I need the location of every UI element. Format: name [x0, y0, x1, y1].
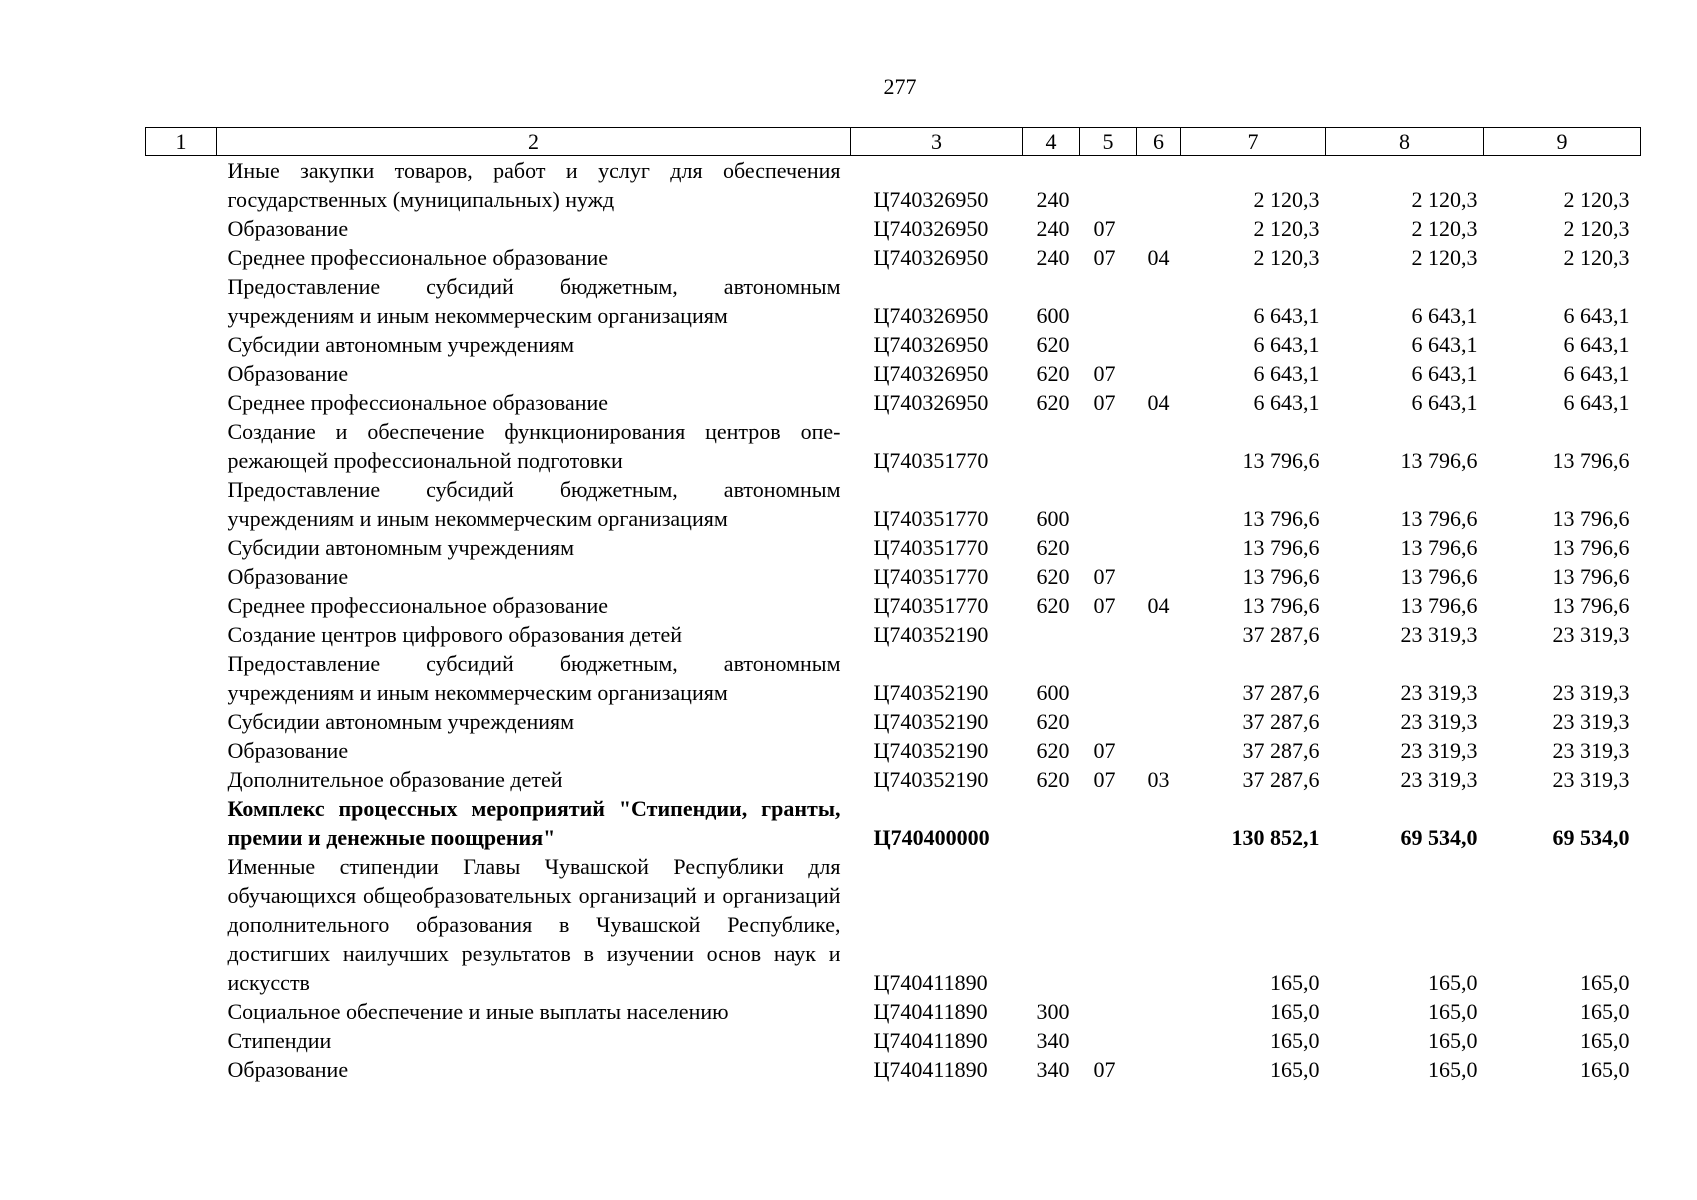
cell-section — [1080, 330, 1137, 359]
cell-target-code: Ц740411890 — [873, 999, 988, 1024]
cell-col-1 — [146, 388, 217, 417]
cell-amount-col-7: 37 287,6 — [1242, 680, 1320, 705]
cell-amount-col-9: 165,0 — [1580, 1028, 1630, 1053]
cell-col-1 — [146, 794, 217, 852]
cell-amount-col-7: 13 796,6 — [1242, 448, 1320, 473]
cell-amount-col-8: 165,0 — [1428, 999, 1478, 1024]
table-row — [146, 388, 1641, 417]
cell-target-code: Ц740351770 — [873, 535, 989, 560]
table-body — [146, 156, 1641, 1085]
cell-amount-col-9: 13 796,6 — [1552, 506, 1630, 531]
cell-subsection — [1137, 997, 1181, 1026]
cell-amount-col-9: 23 319,3 — [1552, 767, 1630, 792]
cell-amount-col-9: 165,0 — [1580, 970, 1630, 995]
cell-section — [1080, 475, 1137, 533]
cell-amount-col-8: 6 643,1 — [1411, 361, 1478, 386]
table-row — [146, 417, 1641, 475]
cell-amount-col-9: 2 120,3 — [1563, 245, 1630, 270]
cell-amount-col-7: 13 796,6 — [1242, 535, 1320, 560]
cell-section — [1080, 156, 1137, 215]
cell-section: 07 — [1093, 361, 1116, 386]
cell-expense-type: 620 — [1036, 564, 1070, 589]
cell-expense-type: 600 — [1036, 680, 1070, 705]
cell-col-1 — [146, 156, 217, 215]
cell-col-1 — [146, 475, 217, 533]
cell-amount-col-8: 23 319,3 — [1400, 738, 1478, 763]
cell-target-code: Ц740400000 — [873, 825, 990, 850]
cell-amount-col-8: 165,0 — [1428, 1028, 1478, 1053]
table-row — [146, 620, 1641, 649]
cell-target-code: Ц740411890 — [873, 970, 988, 995]
header-col-3: 3 — [851, 128, 1023, 156]
cell-expense-type — [1023, 852, 1080, 997]
cell-amount-col-8: 13 796,6 — [1400, 506, 1478, 531]
budget-table — [145, 127, 1641, 1084]
cell-col-1 — [146, 214, 217, 243]
cell-amount-col-9: 23 319,3 — [1552, 738, 1630, 763]
cell-section — [1080, 1026, 1137, 1055]
cell-section — [1080, 649, 1137, 707]
cell-target-code: Ц740326950 — [873, 245, 989, 270]
header-col-4: 4 — [1023, 128, 1080, 156]
cell-amount-col-9: 6 643,1 — [1563, 361, 1630, 386]
cell-target-code: Ц740326950 — [873, 216, 989, 241]
cell-subsection: 04 — [1147, 245, 1170, 270]
cell-col-1 — [146, 533, 217, 562]
table-row — [146, 156, 1641, 215]
cell-subsection — [1137, 475, 1181, 533]
cell-amount-col-7: 6 643,1 — [1253, 361, 1320, 386]
cell-expense-type — [1023, 620, 1080, 649]
cell-amount-col-7: 130 852,1 — [1231, 825, 1320, 850]
cell-subsection — [1137, 649, 1181, 707]
cell-subsection — [1137, 359, 1181, 388]
cell-amount-col-9: 23 319,3 — [1552, 622, 1630, 647]
cell-subsection — [1137, 272, 1181, 330]
cell-target-code: Ц740351770 — [873, 564, 989, 589]
cell-col-1 — [146, 1026, 217, 1055]
cell-col-1 — [146, 997, 217, 1026]
cell-section — [1080, 707, 1137, 736]
cell-col-1 — [146, 417, 217, 475]
cell-expense-type: 240 — [1036, 216, 1070, 241]
page-number: 277 — [883, 74, 917, 99]
cell-amount-col-9: 6 643,1 — [1563, 390, 1630, 415]
cell-amount-col-8: 6 643,1 — [1411, 303, 1478, 328]
cell-amount-col-8: 23 319,3 — [1400, 767, 1478, 792]
cell-target-code: Ц740326950 — [873, 390, 989, 415]
cell-amount-col-9: 69 534,0 — [1552, 825, 1630, 850]
cell-expense-type — [1023, 417, 1080, 475]
cell-section: 07 — [1093, 390, 1116, 415]
cell-name: Иные закупки товаров, работ и услуг для обеспечения государственных (муниципальных) нужд — [227, 158, 841, 212]
cell-amount-col-7: 13 796,6 — [1242, 593, 1320, 618]
cell-amount-col-8: 2 120,3 — [1411, 187, 1478, 212]
cell-target-code: Ц740326950 — [873, 361, 989, 386]
cell-name: Среднее профессиональное образование — [227, 245, 609, 270]
cell-amount-col-8: 23 319,3 — [1400, 622, 1478, 647]
table-row — [146, 272, 1641, 330]
cell-amount-col-8: 69 534,0 — [1400, 825, 1478, 850]
cell-amount-col-7: 37 287,6 — [1242, 709, 1320, 734]
cell-expense-type: 240 — [1036, 187, 1070, 212]
table-row — [146, 330, 1641, 359]
cell-amount-col-9: 13 796,6 — [1552, 448, 1630, 473]
cell-name: Дополнительное образование детей — [227, 767, 563, 792]
table-row — [146, 359, 1641, 388]
cell-section: 07 — [1093, 1057, 1116, 1082]
cell-expense-type: 340 — [1036, 1057, 1070, 1082]
cell-amount-col-9: 2 120,3 — [1563, 216, 1630, 241]
cell-amount-col-8: 6 643,1 — [1411, 332, 1478, 357]
cell-target-code: Ц740326950 — [873, 303, 989, 328]
cell-target-code: Ц740351770 — [873, 506, 989, 531]
cell-target-code: Ц740351770 — [873, 593, 989, 618]
cell-expense-type: 240 — [1036, 245, 1070, 270]
table-row — [146, 214, 1641, 243]
cell-subsection: 04 — [1147, 593, 1170, 618]
cell-amount-col-7: 6 643,1 — [1253, 332, 1320, 357]
cell-name: Субсидии автономным учреждениям — [227, 709, 575, 734]
header-col-6: 6 — [1137, 128, 1181, 156]
cell-name: Создание центров цифрового образования детей — [227, 622, 682, 647]
header-col-2: 2 — [217, 128, 851, 156]
cell-section: 07 — [1093, 564, 1116, 589]
cell-amount-col-7: 6 643,1 — [1253, 390, 1320, 415]
cell-col-1 — [146, 359, 217, 388]
cell-section: 07 — [1093, 216, 1116, 241]
cell-amount-col-8: 2 120,3 — [1411, 245, 1478, 270]
cell-col-1 — [146, 620, 217, 649]
cell-name: Образование — [227, 738, 349, 763]
cell-target-code: Ц740326950 — [873, 332, 989, 357]
cell-amount-col-8: 165,0 — [1428, 970, 1478, 995]
cell-col-1 — [146, 330, 217, 359]
cell-amount-col-9: 6 643,1 — [1563, 303, 1630, 328]
cell-target-code: Ц740352190 — [873, 767, 989, 792]
cell-col-1 — [146, 707, 217, 736]
table-row — [146, 1055, 1641, 1084]
header-col-8: 8 — [1326, 128, 1484, 156]
cell-subsection — [1137, 214, 1181, 243]
cell-col-1 — [146, 765, 217, 794]
cell-col-1 — [146, 1055, 217, 1084]
cell-amount-col-7: 165,0 — [1270, 1057, 1320, 1082]
cell-name: Предоставление субсидий бюджетным, автономным учреждениям и иным некоммерческим организациям — [227, 477, 841, 531]
cell-name: Образование — [227, 361, 349, 386]
cell-expense-type: 600 — [1036, 506, 1070, 531]
cell-amount-col-9: 23 319,3 — [1552, 709, 1630, 734]
cell-expense-type: 620 — [1036, 361, 1070, 386]
table-row — [146, 562, 1641, 591]
cell-subsection — [1137, 417, 1181, 475]
cell-subsection — [1137, 852, 1181, 997]
header-col-5: 5 — [1080, 128, 1137, 156]
cell-section — [1080, 620, 1137, 649]
cell-name: Комплекс процессных мероприятий "Стипендии, гранты, премии и денежные поощрения" — [227, 796, 841, 850]
cell-expense-type: 300 — [1036, 999, 1070, 1024]
cell-target-code: Ц740326950 — [873, 187, 989, 212]
cell-expense-type: 620 — [1036, 593, 1070, 618]
cell-expense-type: 620 — [1036, 767, 1070, 792]
cell-section — [1080, 533, 1137, 562]
table-row — [146, 794, 1641, 852]
cell-section — [1080, 794, 1137, 852]
cell-amount-col-7: 165,0 — [1270, 970, 1320, 995]
cell-amount-col-9: 23 319,3 — [1552, 680, 1630, 705]
cell-col-1 — [146, 736, 217, 765]
cell-target-code: Ц740351770 — [873, 448, 989, 473]
cell-amount-col-8: 2 120,3 — [1411, 216, 1478, 241]
table-row — [146, 1026, 1641, 1055]
cell-subsection — [1137, 330, 1181, 359]
cell-section — [1080, 272, 1137, 330]
cell-expense-type: 620 — [1036, 332, 1070, 357]
table-row — [146, 475, 1641, 533]
cell-amount-col-8: 13 796,6 — [1400, 593, 1478, 618]
cell-name: Образование — [227, 564, 349, 589]
cell-amount-col-8: 13 796,6 — [1400, 448, 1478, 473]
cell-target-code: Ц740352190 — [873, 622, 989, 647]
table-row — [146, 997, 1641, 1026]
table-row — [146, 649, 1641, 707]
cell-subsection — [1137, 1055, 1181, 1084]
cell-expense-type: 620 — [1036, 738, 1070, 763]
cell-target-code: Ц740411890 — [873, 1057, 988, 1082]
table-row — [146, 736, 1641, 765]
cell-subsection — [1137, 707, 1181, 736]
header-col-7: 7 — [1181, 128, 1326, 156]
cell-amount-col-9: 165,0 — [1580, 1057, 1630, 1082]
cell-expense-type: 600 — [1036, 303, 1070, 328]
cell-target-code: Ц740352190 — [873, 680, 989, 705]
cell-name: Стипендии — [227, 1028, 332, 1053]
header-col-1: 1 — [146, 128, 217, 156]
cell-amount-col-9: 6 643,1 — [1563, 332, 1630, 357]
cell-amount-col-7: 13 796,6 — [1242, 564, 1320, 589]
cell-name: Среднее профессиональное образование — [227, 593, 609, 618]
cell-expense-type — [1023, 794, 1080, 852]
cell-amount-col-9: 13 796,6 — [1552, 593, 1630, 618]
cell-col-1 — [146, 591, 217, 620]
table-row — [146, 591, 1641, 620]
cell-name: Предоставление субсидий бюджетным, автономным учреждениям и иным некоммерческим организациям — [227, 274, 841, 328]
cell-amount-col-8: 23 319,3 — [1400, 680, 1478, 705]
cell-subsection — [1137, 1026, 1181, 1055]
table-row — [146, 765, 1641, 794]
cell-name: Создание и обеспечение функционирования центров опережающей профессиональной подготовки — [227, 419, 841, 473]
table-row — [146, 243, 1641, 272]
cell-amount-col-8: 6 643,1 — [1411, 390, 1478, 415]
cell-subsection — [1137, 156, 1181, 215]
cell-amount-col-7: 37 287,6 — [1242, 767, 1320, 792]
cell-col-1 — [146, 243, 217, 272]
cell-target-code: Ц740352190 — [873, 709, 989, 734]
cell-name: Образование — [227, 216, 349, 241]
table-row — [146, 533, 1641, 562]
cell-name: Среднее профессиональное образование — [227, 390, 609, 415]
cell-amount-col-8: 23 319,3 — [1400, 709, 1478, 734]
cell-amount-col-8: 13 796,6 — [1400, 564, 1478, 589]
cell-section — [1080, 417, 1137, 475]
cell-name: Социальное обеспечение и иные выплаты населению — [227, 999, 729, 1024]
cell-subsection — [1137, 794, 1181, 852]
table-row — [146, 707, 1641, 736]
cell-name: Субсидии автономным учреждениям — [227, 535, 575, 560]
cell-name: Субсидии автономным учреждениям — [227, 332, 575, 357]
cell-col-1 — [146, 272, 217, 330]
table-row — [146, 852, 1641, 997]
cell-amount-col-8: 165,0 — [1428, 1057, 1478, 1082]
cell-amount-col-7: 165,0 — [1270, 999, 1320, 1024]
cell-target-code: Ц740352190 — [873, 738, 989, 763]
cell-expense-type: 340 — [1036, 1028, 1070, 1053]
cell-section — [1080, 997, 1137, 1026]
cell-amount-col-7: 13 796,6 — [1242, 506, 1320, 531]
cell-section: 07 — [1093, 593, 1116, 618]
cell-amount-col-9: 165,0 — [1580, 999, 1630, 1024]
cell-amount-col-9: 13 796,6 — [1552, 535, 1630, 560]
cell-section: 07 — [1093, 738, 1116, 763]
cell-amount-col-7: 6 643,1 — [1253, 303, 1320, 328]
cell-subsection — [1137, 736, 1181, 765]
cell-subsection — [1137, 562, 1181, 591]
cell-expense-type: 620 — [1036, 535, 1070, 560]
cell-target-code: Ц740411890 — [873, 1028, 988, 1053]
cell-amount-col-7: 2 120,3 — [1253, 216, 1320, 241]
cell-subsection — [1137, 533, 1181, 562]
cell-subsection — [1137, 620, 1181, 649]
header-row — [146, 128, 1641, 156]
cell-col-1 — [146, 562, 217, 591]
cell-subsection: 04 — [1147, 390, 1170, 415]
cell-amount-col-7: 2 120,3 — [1253, 245, 1320, 270]
cell-subsection: 03 — [1147, 767, 1170, 792]
cell-name: Образование — [227, 1057, 349, 1082]
cell-expense-type: 620 — [1036, 709, 1070, 734]
header-col-9: 9 — [1484, 128, 1641, 156]
cell-section: 07 — [1093, 767, 1116, 792]
cell-amount-col-9: 2 120,3 — [1563, 187, 1630, 212]
cell-section: 07 — [1093, 245, 1116, 270]
cell-section — [1080, 852, 1137, 997]
cell-col-1 — [146, 852, 217, 997]
cell-expense-type: 620 — [1036, 390, 1070, 415]
cell-amount-col-7: 165,0 — [1270, 1028, 1320, 1053]
cell-col-1 — [146, 649, 217, 707]
cell-amount-col-9: 13 796,6 — [1552, 564, 1630, 589]
cell-amount-col-7: 37 287,6 — [1242, 622, 1320, 647]
cell-amount-col-8: 13 796,6 — [1400, 535, 1478, 560]
cell-name: Именные стипендии Главы Чувашской Республики для обучающихся общеобразовательных организаций и организаций дополнительного образования в Чувашской Республике, достигших наилучших результатов в изучении основ наук и искусств — [227, 854, 841, 995]
cell-amount-col-7: 2 120,3 — [1253, 187, 1320, 212]
cell-name: Предоставление субсидий бюджетным, автономным учреждениям и иным некоммерческим организациям — [227, 651, 841, 705]
cell-amount-col-7: 37 287,6 — [1242, 738, 1320, 763]
